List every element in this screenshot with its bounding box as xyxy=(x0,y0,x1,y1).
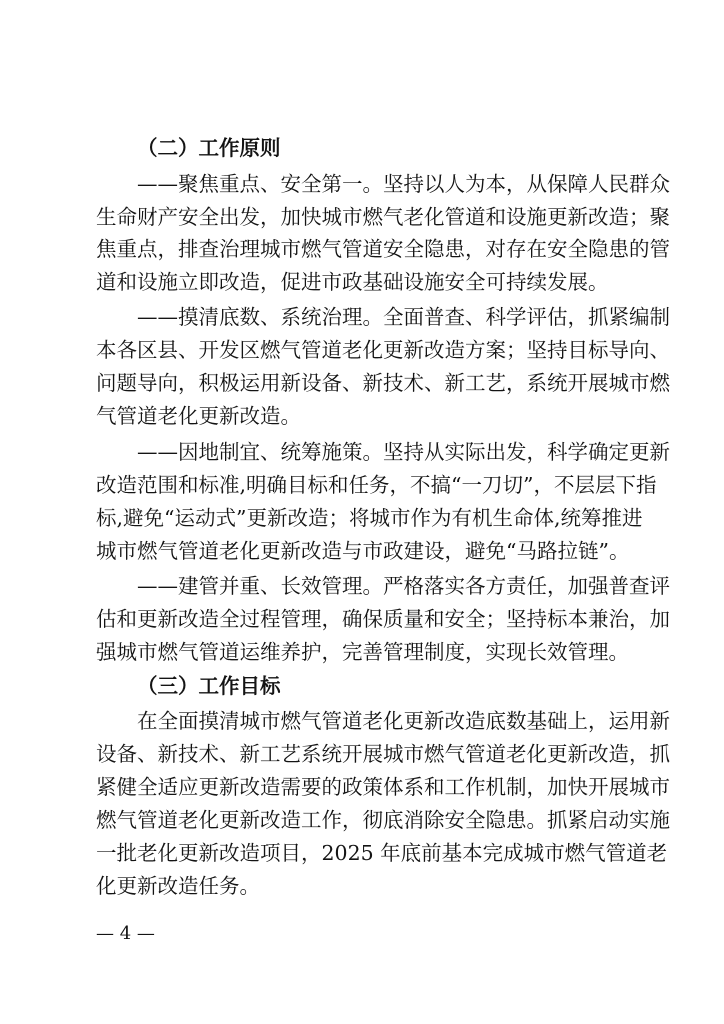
goals-line-6: 化更新改造任务。 xyxy=(96,874,260,898)
page-number: — 4 — xyxy=(96,923,155,944)
goals-line-3: 紧健全适应更新改造需要的政策体系和工作机制，加快开展城市 xyxy=(96,775,670,799)
principle-3-line-2: 改造范围和标准,明确目标和任务，不搞“一刀切”，不层层下指 xyxy=(96,473,657,497)
principle-1-line-1: ——聚焦重点、安全第一。坚持以人为本，从保障人民群众 xyxy=(137,172,670,196)
section-heading-principles: （二）工作原则 xyxy=(137,136,281,160)
goals-line-4: 燃气管道老化更新改造工作，彻底消除安全隐患。抓紧启动实施 xyxy=(96,808,670,832)
principle-3-line-3: 标,避免“运动式”更新改造；将城市作为有机生命体,统筹推进 xyxy=(96,506,643,530)
principle-4-line-2: 估和更新改造全过程管理，确保质量和安全；坚持标本兼治，加 xyxy=(96,607,670,631)
goals-line-1: 在全面摸清城市燃气管道老化更新改造底数基础上，运用新 xyxy=(137,709,670,733)
principle-2-line-3: 问题导向，积极运用新设备、新技术、新工艺，系统开展城市燃 xyxy=(96,371,670,395)
goals-line-2: 设备、新技术、新工艺系统开展城市燃气管道老化更新改造，抓 xyxy=(96,742,670,766)
principle-4-line-3: 强城市燃气管道运维养护，完善管理制度，实现长效管理。 xyxy=(96,640,629,664)
principle-3-line-1: ——因地制宜、统筹施策。坚持从实际出发，科学确定更新 xyxy=(137,440,670,464)
goals-line-5: 一批老化更新改造项目，2025 年底前基本完成城市燃气管道老 xyxy=(96,841,668,865)
principle-1-line-2: 生命财产安全出发，加快城市燃气老化管道和设施更新改造；聚 xyxy=(96,205,670,229)
section-heading-goals: （三）工作目标 xyxy=(137,674,281,698)
principle-2-line-2: 本各区县、开发区燃气管道老化更新改造方案；坚持目标导向、 xyxy=(96,338,670,362)
principle-2-line-4: 气管道老化更新改造。 xyxy=(96,404,301,428)
principle-2-line-1: ——摸清底数、系统治理。全面普查、科学评估，抓紧编制 xyxy=(137,305,670,329)
principle-3-line-4: 城市燃气管道老化更新改造与市政建设，避免“马路拉链”。 xyxy=(96,539,630,563)
principle-1-line-4: 道和设施立即改造，促进市政基础设施安全可持续发展。 xyxy=(96,270,609,294)
principle-1-line-3: 焦重点，排查治理城市燃气管道安全隐患，对存在安全隐患的管 xyxy=(96,237,670,261)
principle-4-line-1: ——建管并重、长效管理。严格落实各方责任，加强普查评 xyxy=(137,574,670,598)
